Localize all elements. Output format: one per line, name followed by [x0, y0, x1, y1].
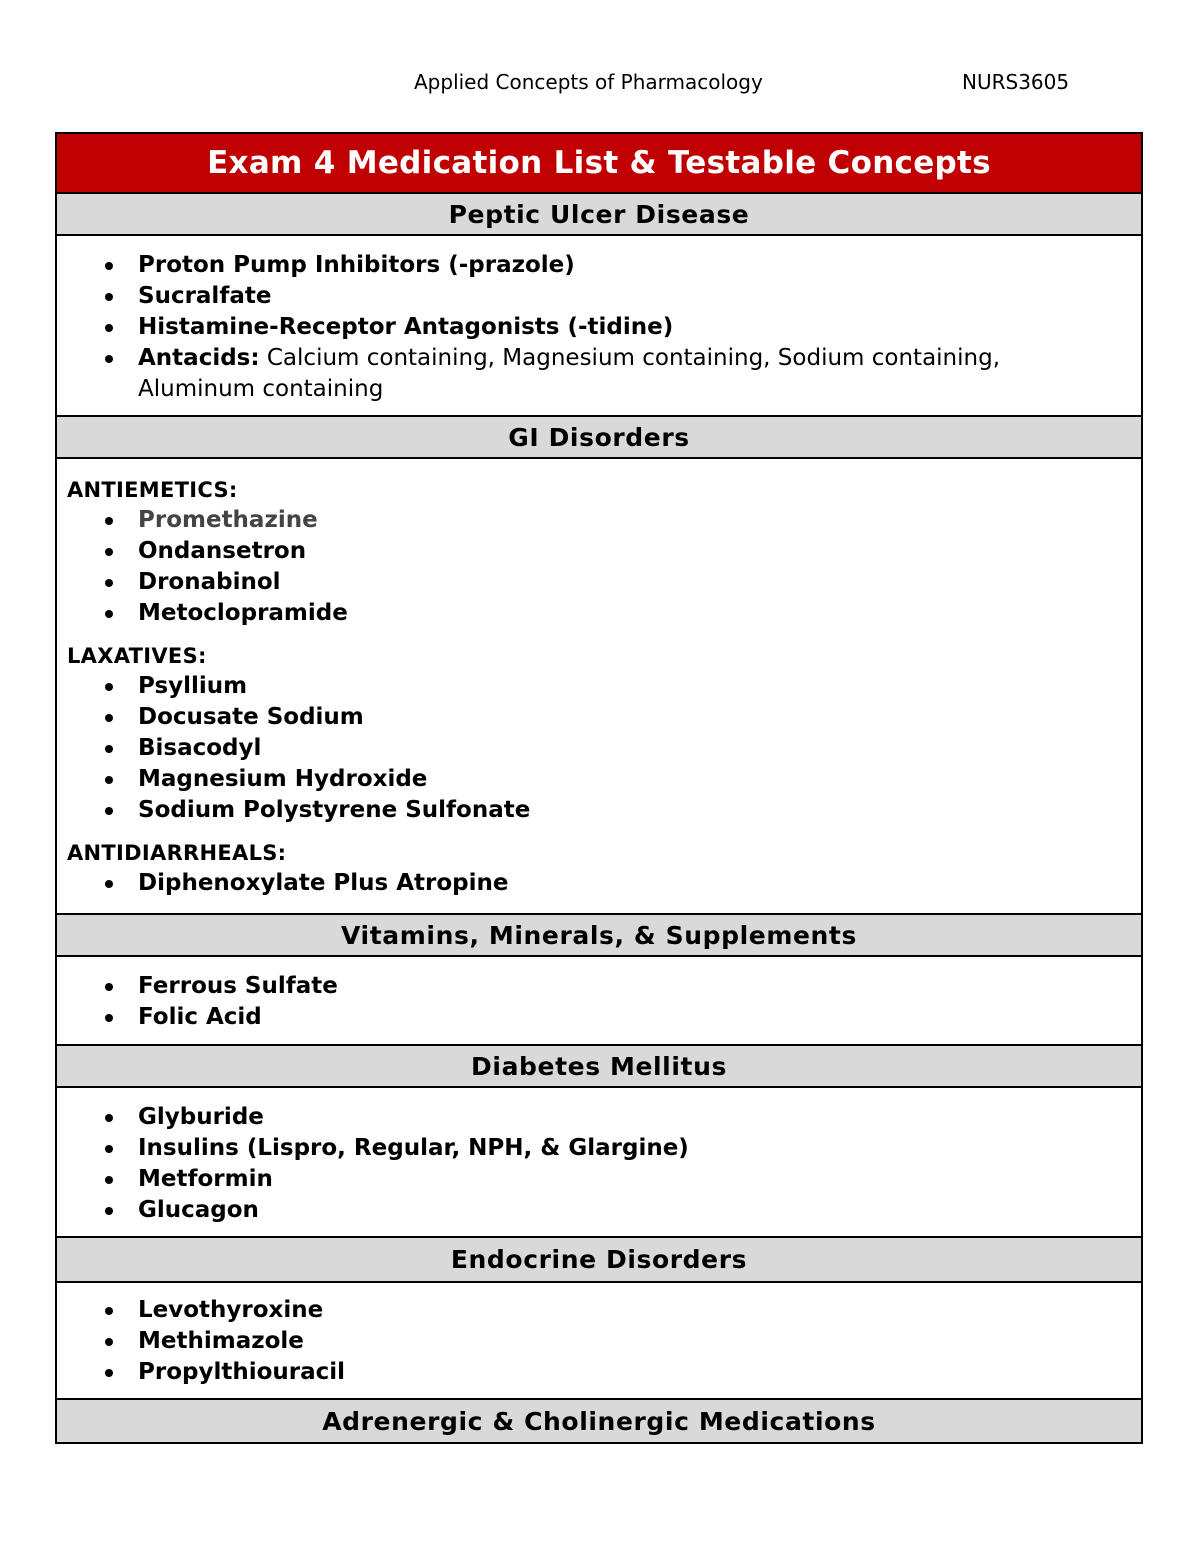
bullet-icon — [105, 324, 113, 332]
document-title: Exam 4 Medication List & Testable Concepts — [57, 134, 1141, 194]
list-item: Magnesium Hydroxide — [67, 764, 1131, 795]
list-item — [67, 343, 1131, 405]
bullet-icon — [105, 683, 113, 691]
bullet-icon — [105, 579, 113, 587]
bullet-icon — [105, 1176, 113, 1184]
bullet-icon — [105, 1014, 113, 1022]
list-item: Metoclopramide — [67, 598, 1131, 629]
category-label-antiemetics: ANTIEMETICS: — [67, 478, 238, 502]
bullet-icon — [105, 745, 113, 753]
bullet-icon — [105, 1114, 113, 1122]
section-header-peptic-ulcer: Peptic Ulcer Disease — [57, 194, 1141, 236]
section-header-adrenergic-cholinergic: Adrenergic & Cholinergic Medications — [57, 1400, 1141, 1442]
section-header-vitamins: Vitamins, Minerals, & Supplements — [57, 915, 1141, 957]
page-header — [0, 70, 1200, 98]
list-item: Levothyroxine — [67, 1295, 1131, 1326]
list-item: Docusate Sodium — [67, 702, 1131, 733]
list-item: Dronabinol — [67, 567, 1131, 598]
bullet-icon — [105, 1307, 113, 1315]
list-item: Glyburide — [67, 1102, 1131, 1133]
list-item: Histamine-Receptor Antagonists (-tidine) — [67, 312, 1131, 343]
bullet-icon — [105, 1369, 113, 1377]
bullet-icon — [105, 355, 113, 363]
list-item: Sodium Polystyrene Sulfonate — [67, 795, 1131, 826]
course-code: NURS3605 — [962, 70, 1070, 94]
list-item: Proton Pump Inhibitors (-prazole) — [67, 250, 1131, 281]
section-body-vitamins — [57, 957, 1141, 1046]
antacids-label: Antacids: — [138, 345, 260, 371]
bullet-icon — [105, 1207, 113, 1215]
bullet-icon — [105, 517, 113, 525]
list-item: Methimazole — [67, 1326, 1131, 1357]
list-item: Insulins (Lispro, Regular, NPH, & Glargine) — [67, 1133, 1131, 1164]
list-item: Folic Acid — [67, 1002, 1131, 1033]
list-item: Psyllium — [67, 671, 1131, 702]
course-title: Applied Concepts of Pharmacology — [414, 70, 763, 94]
bullet-icon — [105, 714, 113, 722]
section-body-diabetes — [57, 1088, 1141, 1238]
bullet-icon — [105, 880, 113, 888]
list-item: Metformin — [67, 1164, 1131, 1195]
list-item: Glucagon — [67, 1195, 1131, 1226]
bullet-icon — [105, 548, 113, 556]
bullet-icon — [105, 776, 113, 784]
bullet-icon — [105, 293, 113, 301]
medication-sheet — [55, 132, 1143, 1444]
list-item: Sucralfate — [67, 281, 1131, 312]
bullet-icon — [105, 1338, 113, 1346]
list-item: Bisacodyl — [67, 733, 1131, 764]
bullet-icon — [105, 1145, 113, 1153]
list-item: Ferrous Sulfate — [67, 971, 1131, 1002]
category-label-antidiarrheals: ANTIDIARRHEALS: — [67, 841, 287, 865]
bullet-icon — [105, 262, 113, 270]
list-item: Ondansetron — [67, 536, 1131, 567]
category-label-laxatives: LAXATIVES: — [67, 644, 207, 668]
section-header-gi-disorders: GI Disorders — [57, 417, 1141, 459]
list-item: Diphenoxylate Plus Atropine — [67, 868, 1131, 899]
antacids-detail-cont: Aluminum containing — [138, 376, 384, 402]
list-item: Promethazine — [67, 505, 1131, 536]
list-item: Propylthiouracil — [67, 1357, 1131, 1388]
section-body-peptic-ulcer — [57, 236, 1141, 417]
bullet-icon — [105, 983, 113, 991]
antacids-detail: Calcium containing, Magnesium containing, Sodium containing, — [259, 345, 1001, 371]
section-header-diabetes: Diabetes Mellitus — [57, 1046, 1141, 1088]
section-body-endocrine — [57, 1283, 1141, 1400]
bullet-icon — [105, 610, 113, 618]
bullet-icon — [105, 807, 113, 815]
section-body-gi-disorders — [57, 459, 1141, 915]
section-header-endocrine: Endocrine Disorders — [57, 1238, 1141, 1283]
